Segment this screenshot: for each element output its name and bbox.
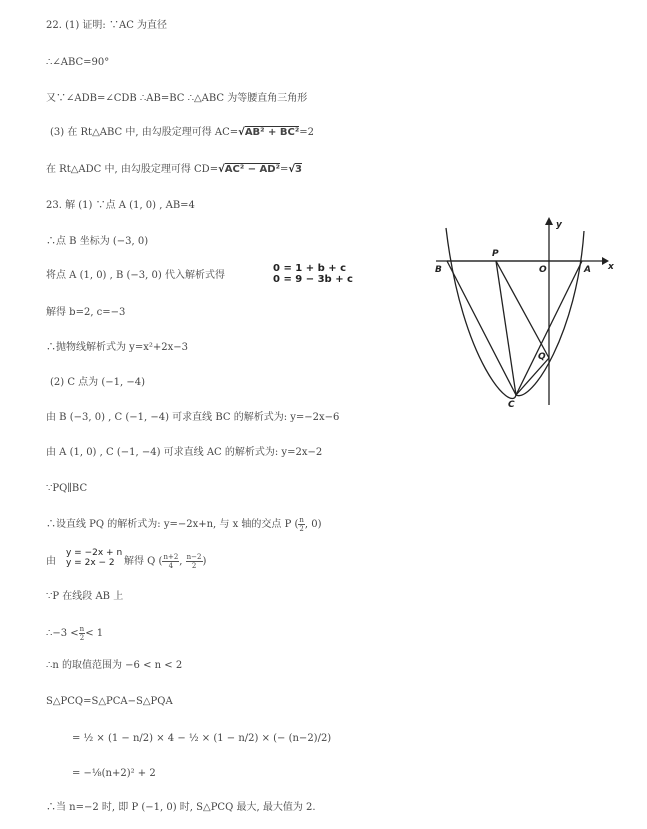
system-q	[66, 548, 122, 568]
segment-qc	[516, 358, 549, 395]
label-p: P	[492, 249, 499, 259]
system-bc	[273, 263, 353, 285]
line-cd-length: 在 Rt△ADC 中, 由勾股定理可得 CD=√AC² − AD²=√3	[46, 164, 303, 175]
cd-radicand: AC² − AD²	[224, 164, 280, 175]
p-x-fraction: $\frac{n}{2}$	[299, 516, 304, 533]
q-y-fraction: $\frac{n-2}{2}$	[186, 553, 202, 570]
parabola-figure	[432, 213, 622, 413]
line-point-c: (2) C 点为 (−1, −4)	[50, 377, 145, 388]
q-x-fraction: $\frac{n+2}{4}$	[163, 553, 179, 570]
line-area-expand: = ½ × (1 − n/2) × 4 − ½ × (1 − n/2) × (− (n−2)/2)	[72, 733, 332, 744]
ac-radicand: AB² + BC²	[244, 127, 300, 138]
label-o: O	[539, 265, 547, 275]
line-parallel: ∵PQ∥BC	[46, 483, 88, 494]
ac-result: =2	[299, 127, 314, 138]
system-bc-eq1: 0 = 1 + b + c	[273, 263, 347, 274]
cd-value: 3	[295, 164, 303, 175]
system-q-eq2: y = 2x − 2	[66, 558, 115, 568]
line-inequality: ∴−3 < $\frac{n}{2}$ < 1	[46, 625, 104, 642]
label-y: y	[556, 220, 562, 230]
line-pq-setup: ∴设直线 PQ 的解析式为: y=−2x+n, 与 x 轴的交点 P ( $\frac{n}{2}$ , 0)	[46, 516, 322, 533]
ac-text: (3) 在 Rt△ABC 中, 由勾股定理可得 AC=	[50, 127, 239, 138]
label-q: Q	[538, 352, 546, 362]
segment-pq	[496, 261, 549, 358]
line-n-range: ∴n 的取值范围为 −6 < n < 2	[46, 660, 183, 671]
line-isosceles: 又∵∠ADB=∠CDB ∴AB=BC ∴△ABC 为等腰直角三角形	[46, 93, 308, 104]
cd-text: 在 Rt△ADC 中, 由勾股定理可得 CD=	[46, 164, 219, 175]
line-conclusion: ∴当 n=−2 时, 即 P (−1, 0) 时, S△PCQ 最大, 最大值为 2.	[46, 802, 316, 813]
line-23-header: 23. 解 (1) ∵点 A (1, 0) , AB=4	[46, 200, 195, 211]
y-axis-arrow-icon	[545, 217, 553, 225]
line-solve-q: 由 解得 Q ( $\frac{n+2}{4}$ , $\frac{n-2}{2}$ )	[46, 553, 207, 570]
line-point-b: ∴点 B 坐标为 (−3, 0)	[46, 236, 149, 247]
pq-text: ∴设直线 PQ 的解析式为: y=−2x+n, 与 x 轴的交点 P (	[46, 519, 299, 530]
line-solve-bc: 解得 b=2, c=−3	[46, 307, 126, 318]
label-x: x	[608, 262, 614, 272]
cd-eq: =	[279, 164, 289, 175]
line-bc-equation: 由 B (−3, 0) , C (−1, −4) 可求直线 BC 的解析式为: y=−2x−6	[46, 412, 340, 423]
line-p-on-ab: ∵P 在线段 AB 上	[46, 591, 124, 602]
n-half-fraction: $\frac{n}{2}$	[79, 625, 85, 642]
label-a: A	[584, 265, 591, 275]
parabola-curve	[446, 228, 584, 399]
line-parabola: ∴抛物线解析式为 y=x²+2x−3	[46, 342, 188, 353]
line-angle-abc: ∴∠ABC=90°	[46, 57, 110, 68]
label-b: B	[435, 265, 442, 275]
line-substitute: 将点 A (1, 0) , B (−3, 0) 代入解析式得	[46, 270, 225, 281]
system-bc-eq2: 0 = 9 − 3b + c	[273, 274, 353, 285]
line-22-header: 22. (1) 证明: ∵AC 为直径	[46, 20, 168, 31]
system-q-eq1: y = −2x + n	[66, 548, 123, 558]
line-area-simplified: = −⅛(n+2)² + 2	[72, 768, 156, 779]
line-ac-equation: 由 A (1, 0) , C (−1, −4) 可求直线 AC 的解析式为: y=2x−2	[46, 447, 323, 458]
label-c: C	[508, 400, 515, 410]
line-ac-length: (3) 在 Rt△ABC 中, 由勾股定理可得 AC=√AB² + BC²=2	[50, 127, 314, 138]
line-area-def: S△PCQ=S△PCA−S△PQA	[46, 696, 173, 707]
